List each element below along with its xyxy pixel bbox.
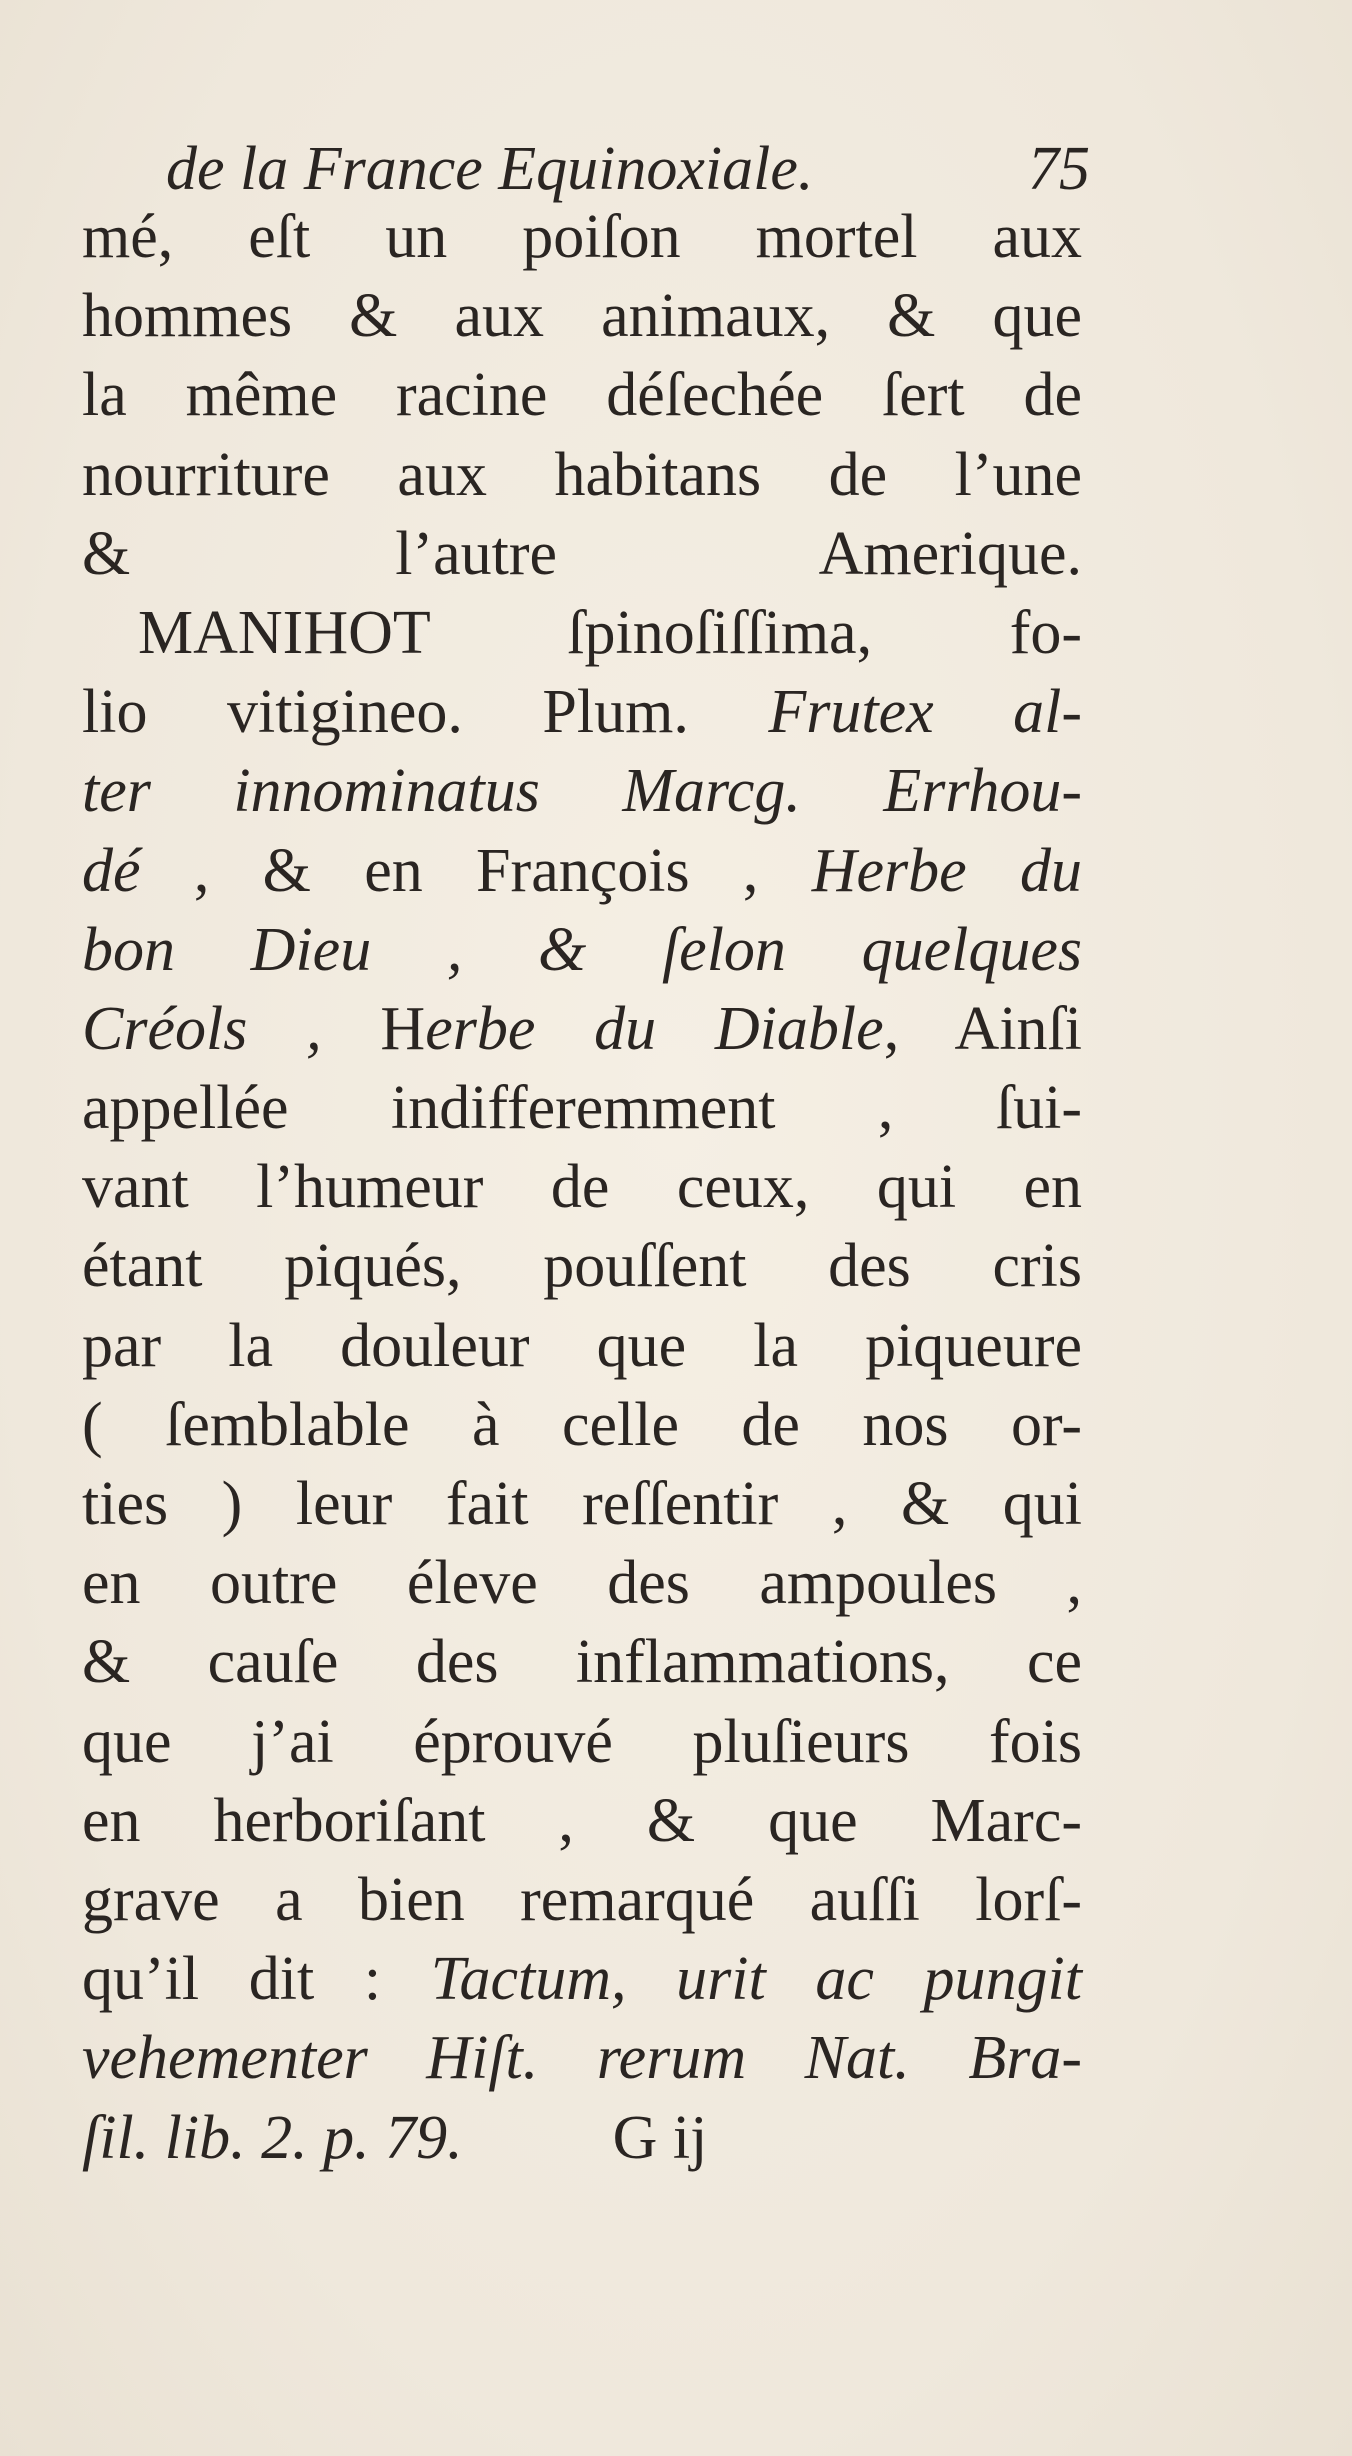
roman-text: que j’ai éprouvé pluſieurs fois xyxy=(82,1707,1082,1776)
roman-text: ( ſemblable à celle de nos or- xyxy=(82,1390,1082,1459)
italic-text: Créols , xyxy=(82,994,381,1063)
text-line xyxy=(82,1069,1082,1148)
roman-text: hommes & aux animaux, & que xyxy=(82,282,1082,351)
roman-text: MANIHOT ſpinoſiſſima, fo- xyxy=(138,598,1082,667)
italic-text: Tactum, urit ac pungit xyxy=(430,1945,1083,2014)
running-head xyxy=(82,135,1090,203)
roman-text: lio vitigineo. Plum. xyxy=(82,678,769,747)
roman-text: étant piqués, pouſſent des cris xyxy=(82,1232,1082,1301)
italic-text: bon Dieu , & ſelon quelques xyxy=(82,915,1082,984)
roman-text: en outre éleve des ampoules , xyxy=(82,1549,1082,1618)
italic-text: Herbe du xyxy=(811,836,1082,905)
text-line xyxy=(82,277,1082,356)
page-number: 75 xyxy=(1028,135,1090,203)
body-text xyxy=(82,198,1082,2178)
roman-text: appellée indifferemment , ſui- xyxy=(82,1074,1082,1143)
text-line xyxy=(82,673,1082,752)
text-line xyxy=(82,1703,1082,1782)
roman-text: en herboriſant , & que Marc- xyxy=(82,1786,1082,1855)
text-line xyxy=(82,515,1082,594)
running-title: de la France Equinoxiale. xyxy=(166,135,814,203)
text-line xyxy=(82,1307,1082,1386)
italic-text: vehementer Hiſt. rerum Nat. Bra- xyxy=(82,2024,1082,2093)
text-line xyxy=(82,752,1082,831)
text-line xyxy=(82,911,1082,990)
roman-text: & cauſe des inflammations, ce xyxy=(82,1628,1082,1697)
text-line xyxy=(82,1148,1082,1227)
roman-text: vant l’humeur de ceux, qui en xyxy=(82,1153,1082,1222)
roman-text: H xyxy=(380,994,426,1063)
text-line xyxy=(82,198,1082,277)
roman-text: grave a bien remarqué auſſi lorſ- xyxy=(82,1865,1082,1934)
roman-text: ties ) leur fait reſſentir , & qui xyxy=(82,1470,1082,1538)
text-line xyxy=(82,990,1082,1069)
italic-text: ſil. lib. 2. p. 79. xyxy=(82,2103,463,2172)
text-line xyxy=(82,1386,1082,1465)
roman-text: , & en François , xyxy=(140,836,812,905)
roman-text: par la douleur que la piqueure xyxy=(82,1311,1082,1380)
text-line xyxy=(82,1782,1082,1861)
text-line xyxy=(82,594,1082,673)
text-line xyxy=(82,436,1082,515)
roman-text: mé, eſt un poiſon mortel aux xyxy=(82,203,1082,271)
text-line xyxy=(82,2019,1082,2098)
text-line xyxy=(82,1465,1082,1544)
roman-text: , Ainſi xyxy=(883,994,1082,1063)
roman-text: la même racine déſechée ſert de xyxy=(82,361,1082,430)
signature-mark: G ij xyxy=(612,2103,708,2172)
text-line xyxy=(82,1861,1082,1940)
italic-text: Frutex al- xyxy=(768,678,1082,747)
text-line xyxy=(82,1623,1082,1702)
italic-text: ter innominatus Marcg. Errhou- xyxy=(82,757,1082,826)
text-line xyxy=(82,356,1082,435)
italic-text: dé xyxy=(82,836,141,905)
text-block xyxy=(82,135,1090,2178)
roman-text: qu’il dit : xyxy=(82,1945,431,2014)
text-line xyxy=(82,1940,1082,2019)
roman-text: nourriture aux habitans de l’une xyxy=(82,440,1082,509)
italic-text: erbe du Diable xyxy=(425,994,884,1063)
text-line xyxy=(82,2099,1082,2178)
text-line xyxy=(82,1227,1082,1306)
text-line xyxy=(82,832,1082,911)
text-line xyxy=(82,1544,1082,1623)
roman-text: & l’autre Amerique. xyxy=(82,519,1082,588)
